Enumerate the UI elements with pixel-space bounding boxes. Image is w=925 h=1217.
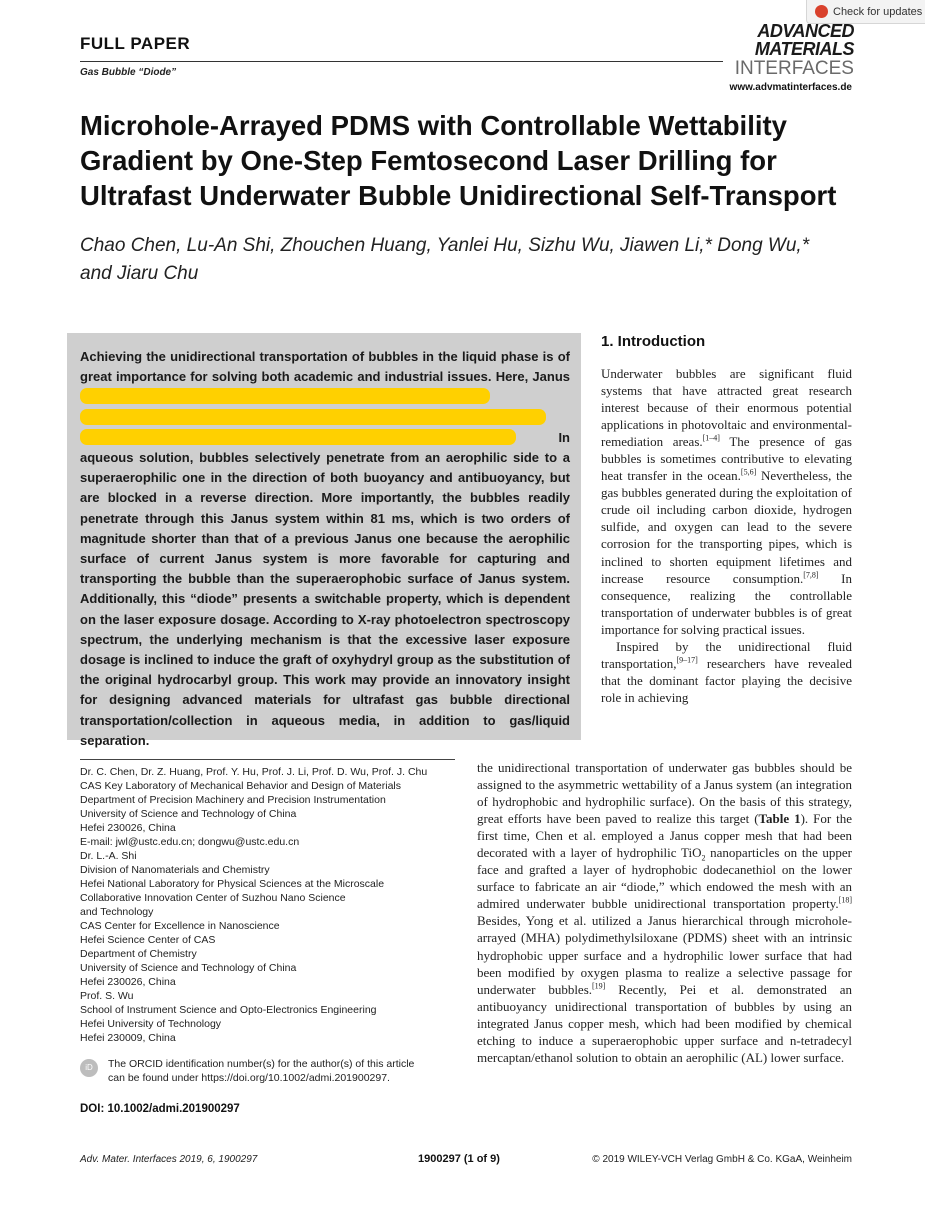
introduction-continued: [477, 759, 852, 1066]
affiliation-email[interactable]: E-mail: jwl@ustc.edu.cn; dongwu@ustc.edu.cn: [80, 836, 300, 848]
footer-copyright: © 2019 WILEY-VCH Verlag GmbH & Co. KGaA, Weinheim: [592, 1154, 852, 1165]
orcid-icon: iD: [80, 1059, 98, 1077]
orcid-notice: [80, 1057, 460, 1085]
footer-journal-reference: Adv. Mater. Interfaces 2019, 6, 1900297: [80, 1154, 258, 1165]
affiliations: [80, 765, 460, 1045]
affiliation-divider: [80, 759, 455, 760]
affiliation-line: University of Science and Technology of China: [80, 808, 297, 820]
text-run: the unidirectional transportation of underwater gas bubbles should be assigned to the asymmetric wettability of a Janus system (an integration of hydrophobic and hydrophilic surface). On the basis of this strategy, great efforts have been paved to realize this target (: [477, 760, 852, 827]
text-run: nanoparticles on the upper face and grafted a layer of hydrophobic dodecanethiol on the lower surface to fabricate an air “diode,” which endowed the mesh with an admired underwater bubble unidirectional transportation property.: [477, 845, 852, 912]
affiliation-line: Hefei 230026, China: [80, 822, 176, 834]
affiliation-line: CAS Key Laboratory of Mechanical Behavior and Design of Materials: [80, 780, 401, 792]
doi-label[interactable]: DOI: 10.1002/admi.201900297: [80, 1103, 240, 1115]
introduction-column: [601, 365, 852, 706]
affiliation-line: Prof. S. Wu: [80, 990, 134, 1002]
footer-page-number: 1900297 (1 of 9): [418, 1153, 500, 1165]
affiliation-line: Hefei 230026, China: [80, 976, 176, 988]
text-run: Recently, Pei et al. demonstrated an antibuoyancy unidirectional transportation of bubbles by using an integrated Janus copper mesh, which had been modified by chemical etching to induce a superaerophobic upper surface and n-tetradecyl mercaptan/ethanol solution to obtain an aerophilic (AL) lower surface.: [477, 981, 852, 1065]
citation[interactable]: [5,6]: [740, 467, 757, 477]
introduction-heading: 1. Introduction: [601, 333, 706, 350]
orcid-line-1: The ORCID identification number(s) for the author(s) of this article: [108, 1058, 415, 1070]
text-run: Underwater bubbles are significant fluid systems that have attracted great research interest because of their enormous potential applications in photovoltaic and environmental-remediation areas.: [601, 366, 852, 450]
running-title: Gas Bubble “Diode”: [80, 67, 177, 78]
affiliation-line: Dr. L.-A. Shi: [80, 850, 137, 862]
journal-logo-line-1: ADVANCED: [757, 21, 854, 41]
affiliation-block-3: [80, 989, 460, 1045]
affiliation-line: CAS Center for Excellence in Nanoscience: [80, 920, 280, 932]
table-reference[interactable]: Table 1: [758, 811, 801, 827]
citation[interactable]: [9–17]: [676, 655, 698, 665]
redaction-mark: [80, 429, 516, 445]
authors-line-1: Chao Chen, Lu-An Shi, Zhouchen Huang, Yanlei Hu, Sizhu Wu, Jiawen Li,* Dong Wu,*: [80, 235, 810, 256]
journal-logo: [726, 22, 854, 78]
text-run: The presence of gas bubbles is sometimes contributive to elevating heat transfer in the ocean.: [601, 434, 852, 484]
affiliation-line: University of Science and Technology of China: [80, 962, 297, 974]
check-for-updates-label: Check for updates: [833, 5, 923, 18]
affiliation-line: Dr. C. Chen, Dr. Z. Huang, Prof. Y. Hu, Prof. J. Li, Prof. D. Wu, Prof. J. Chu: [80, 766, 428, 778]
affiliation-line: Hefei 230009, China: [80, 1032, 176, 1044]
section-label: FULL PAPER: [80, 34, 191, 53]
journal-url[interactable]: www.advmatinterfaces.de: [729, 82, 852, 93]
text-run: researchers have revealed that the dominant factor playing the decisive role in achieving: [601, 655, 852, 705]
affiliation-line: Department of Precision Machinery and Precision Instrumentation: [80, 794, 386, 806]
affiliation-line: Hefei National Laboratory for Physical Sciences at the Microscale: [80, 878, 385, 890]
text-run: Besides, Yong et al. utilized a Janus hierarchical through microhole-arrayed (MHA) polydimethylsiloxane (PDMS) sheet with an intrinsic hydrophobic upper surface and a hydrophilic lower surface that had been modified by oxygen plasma to realize a selective passage for underwater bubbles.: [477, 913, 852, 997]
journal-logo-line-2: MATERIALS: [754, 39, 854, 59]
citation[interactable]: [7,8]: [803, 570, 819, 580]
author-list: [80, 232, 860, 288]
citation[interactable]: [18]: [838, 896, 852, 906]
citation[interactable]: [19]: [592, 981, 606, 991]
introduction-paragraph-1: [601, 365, 852, 638]
abstract-part-2: In aqueous solution, bubbles selectively penetrate from an aerophilic side to a superaerophilic one in the direction of both buoyancy and antibuoyancy, but are blocked in a reverse direction. More importantly, the bubbles readily penetrate through this Janus system within 81 ms, which is two orders of magnitude shorter than that of a previous Janus one because the aerophilic surface of current Janus system is more favorable for capturing and transporting the bubble than the superaerophobic surface of Janus system. Additionally, this “diode” presents a switchable property, which is dependent on the laser exposure dosage. According to X-ray photoelectron spectroscopy spectrum, the underlying mechanism is that the excessive laser exposure dosage is inclined to induce the graft of oxyhydryl group as the substitution of the original hydrocarbyl group. This work may provide an innovatory insight for designing advanced materials for ultrafast gas bubble directional transportation/collection in aqueous media, in addition to gas/liquid separation.: [80, 429, 570, 748]
text-run: Inspired by the unidirectional fluid transportation,: [601, 638, 852, 671]
affiliation-line: Collaborative Innovation Center of Suzhou Nano Science: [80, 892, 346, 904]
affiliation-line: Department of Chemistry: [80, 948, 197, 960]
subscript: 2: [701, 853, 706, 863]
authors-line-2: and Jiaru Chu: [80, 263, 199, 284]
abstract-text: [80, 347, 570, 751]
text-run: In consequence, realizing the controllable transportation of underwater bubbles is of great importance for solving practical issues.: [601, 570, 852, 637]
affiliation-line: Hefei Science Center of CAS: [80, 934, 216, 946]
article-title: Microhole-Arrayed PDMS with Controllable Wettability Gradient by One-Step Femtosecond Laser Drilling for Ultrafast Underwater Bubble Unidirectional Self-Transport: [80, 110, 837, 211]
update-badge-icon: [815, 5, 828, 18]
redaction-mark: [80, 388, 490, 404]
affiliation-block-1: [80, 765, 460, 849]
introduction-paragraph-2-start: [601, 638, 852, 706]
abstract-part-1: Achieving the unidirectional transportation of bubbles in the liquid phase is of great importance for solving both academic and industrial issues. Here, Janus: [80, 349, 570, 385]
affiliation-line: School of Instrument Science and Opto-Electronics Engineering: [80, 1004, 377, 1016]
affiliation-block-2: [80, 849, 460, 989]
redaction-mark: [80, 409, 546, 425]
orcid-line-2[interactable]: can be found under https://doi.org/10.1002/admi.201900297.: [108, 1072, 390, 1084]
text-run: Nevertheless, the gas bubbles generated during the exploitation of crude oil including carbon dioxide, hydrogen sulfide, and oxygen can lead to the severe corrosion for the transporting pipes, which is inclined to shorten equipment lifetimes and increase resource consumption.: [601, 468, 853, 586]
header-divider: [80, 61, 723, 62]
journal-logo-line-3: INTERFACES: [734, 58, 854, 79]
affiliation-line: and Technology: [80, 906, 154, 918]
citation[interactable]: [1–4]: [702, 433, 720, 443]
affiliation-line: Division of Nanomaterials and Chemistry: [80, 864, 270, 876]
affiliation-line: Hefei University of Technology: [80, 1018, 222, 1030]
text-run: ). For the first time, Chen et al. employed a Janus copper mesh that had been decorated with a layer of hydrophilic TiO: [477, 811, 852, 861]
